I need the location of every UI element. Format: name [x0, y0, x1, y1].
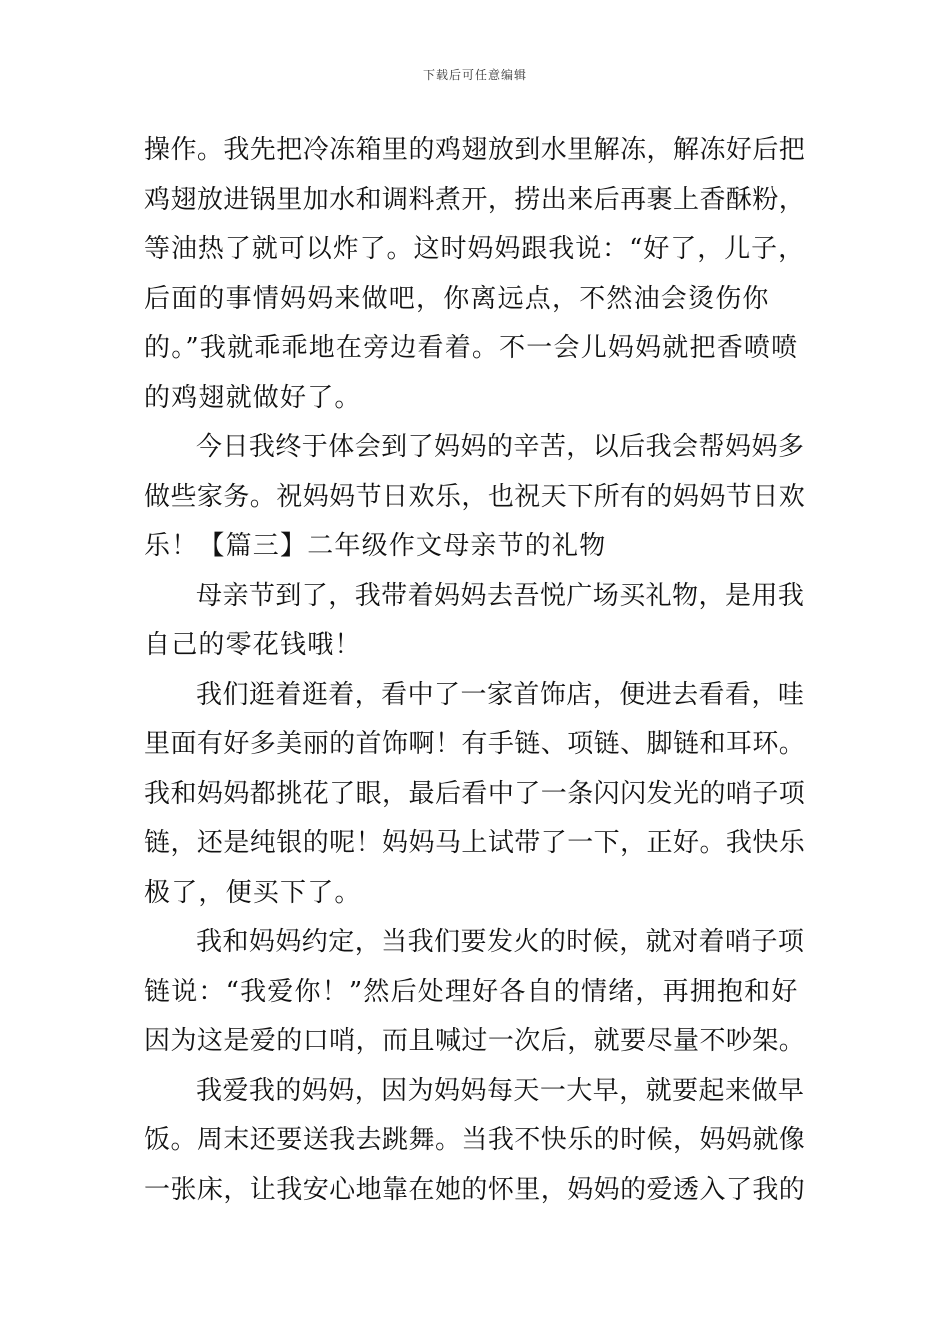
text-line: 我和妈妈都挑花了眼，最后看中了一条闪闪发光的哨子项 [144, 778, 806, 809]
text-line: 自己的零花钱哦！ [144, 630, 362, 660]
text-line: 链，还是纯银的呢！妈妈马上试带了一下，正好。我快乐 [144, 828, 806, 858]
text-line: 一张床，让我安心地靠在她的怀里，妈妈的爱透入了我的 [144, 1174, 806, 1205]
text-line: 乐！【篇三】二年级作文母亲节的礼物 [144, 531, 607, 561]
text-line: 因为这是爱的口哨，而且喊过一次后，就要尽量不吵架。 [144, 1026, 806, 1056]
text-line: 我和妈妈约定，当我们要发火的时候，就对着哨子项 [196, 927, 805, 957]
text-line: 今日我终于体会到了妈妈的辛苦，以后我会帮妈妈多 [196, 432, 805, 462]
text-line: 极了，便买下了。 [144, 877, 362, 908]
text-line: 做些家务。祝妈妈节日欢乐，也祝天下所有的妈妈节日欢 [144, 481, 806, 512]
text-line: 等油热了就可以炸了。这时妈妈跟我说：“好了，儿子， [144, 234, 806, 264]
page-header: 下载后可任意编辑 [422, 68, 527, 82]
text-line: 链说：“我爱你！”然后处理好各自的情绪，再拥抱和好 [144, 976, 799, 1007]
text-line: 鸡翅放进锅里加水和调料煮开，捞出来后再裹上香酥粉， [144, 184, 806, 215]
document-body [144, 126, 808, 1215]
text-line: 母亲节到了，我带着妈妈去吾悦广场买礼物，是用我 [196, 580, 805, 611]
text-line: 操作。我先把冷冻箱里的鸡翅放到水里解冻，解冻好后把 [144, 135, 806, 165]
text-line: 里面有好多美丽的首饰啊！有手链、项链、脚链和耳环。 [144, 729, 806, 759]
text-line: 的鸡翅就做好了。 [144, 382, 362, 413]
text-line: 的。”我就乖乖地在旁边看着。不一会儿妈妈就把香喷喷 [144, 333, 799, 363]
text-line: 我们逛着逛着，看中了一家首饰店，便进去看看，哇 [196, 679, 805, 710]
text-line: 我爱我的妈妈，因为妈妈每天一大早，就要起来做早 [196, 1075, 805, 1106]
text-line: 后面的事情妈妈来做吧，你离远点，不然油会烫伤你 [144, 283, 770, 314]
text-line: 饭。周末还要送我去跳舞。当我不快乐的时候，妈妈就像 [144, 1125, 806, 1155]
